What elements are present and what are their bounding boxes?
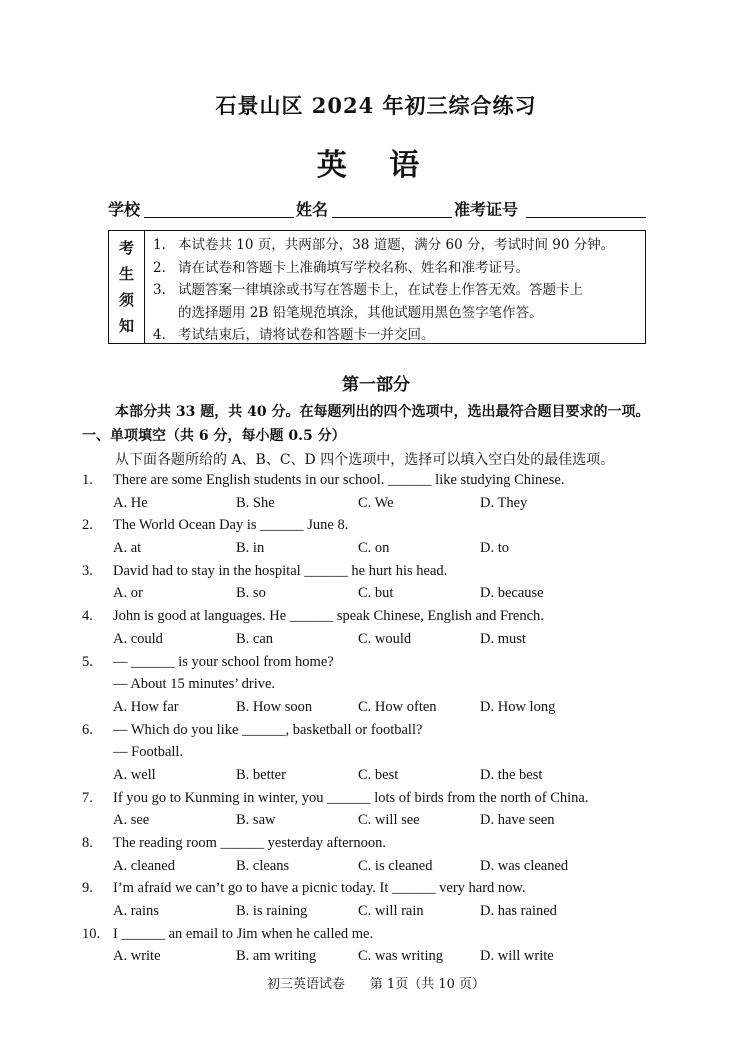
- question-stem-line: [82, 719, 682, 742]
- option-c: C. will rain: [358, 903, 424, 920]
- option-a: A. see: [113, 812, 150, 829]
- notice-item-number: 1.: [153, 237, 166, 253]
- question-text: — About 15 minutes’ drive.: [113, 676, 276, 693]
- options-row: [82, 900, 682, 923]
- notice-item-number: 3.: [153, 282, 166, 298]
- question-number: 1.: [82, 472, 93, 488]
- notice-item-text: 请在试卷和答题卡上准确填写学校名称、姓名和准考证号。: [178, 259, 529, 276]
- question-text: The World Ocean Day is ______ June 8.: [113, 517, 349, 534]
- question-text: The reading room ______ yesterday afternoon.: [113, 835, 386, 851]
- question-stem-line: [82, 832, 682, 855]
- option-c: C. How often: [358, 698, 437, 715]
- options-row: [82, 492, 682, 515]
- question-text: David had to stay in the hospital ______ he hurt his head.: [113, 562, 448, 579]
- page-footer: [0, 973, 752, 992]
- name-label: 姓名: [296, 200, 329, 219]
- option-b: B. can: [236, 630, 274, 647]
- option-c: C. is cleaned: [358, 857, 433, 874]
- footer-page-number: 第 1页（共 10 页）: [369, 977, 486, 992]
- option-c: C. will see: [358, 812, 420, 829]
- question-stem-line: [82, 651, 682, 674]
- option-b: B. so: [236, 585, 266, 602]
- notice-item-text: 试题答案一律填涂或书写在答题卡上，在试卷上作答无效。答题卡上: [178, 282, 583, 298]
- section-title: 一、单项填空（共 6 分，每小题 0.5 分）: [82, 428, 346, 444]
- option-d: D. have seen: [480, 812, 555, 829]
- question-number: 2.: [82, 517, 93, 534]
- option-d: D. must: [480, 630, 526, 647]
- question-item: [82, 832, 682, 877]
- section-instruction: 从下面各题所给的 A、B、C、D 四个选项中，选择可以填入空白处的最佳选项。: [115, 452, 615, 468]
- student-info-row: [108, 197, 648, 221]
- notice-item: [153, 279, 643, 324]
- options-row: [82, 628, 682, 651]
- part-title: 第一部分: [342, 375, 410, 395]
- notice-items: [153, 234, 643, 347]
- question-number: 6.: [82, 721, 93, 738]
- footer-title: 初三英语试卷: [266, 977, 345, 992]
- option-b: B. is raining: [236, 903, 308, 920]
- question-item: [82, 605, 682, 650]
- notice-item-number: 4.: [153, 327, 166, 343]
- school-label: 学校: [108, 200, 141, 219]
- notice-label-char: 生: [118, 265, 134, 283]
- notice-item-text: 考试结束后，请将试卷和答题卡一并交回。: [178, 327, 435, 343]
- question-number: 9.: [82, 880, 93, 897]
- option-c: C. but: [358, 585, 394, 602]
- option-b: B. better: [236, 766, 286, 783]
- notice-label: [109, 231, 145, 343]
- options-row: [82, 809, 682, 832]
- question-number: 10.: [82, 925, 101, 942]
- notice-item-number: 2.: [153, 259, 166, 276]
- option-b: B. in: [236, 540, 265, 557]
- option-b: B. saw: [236, 812, 276, 829]
- question-number: 7.: [82, 789, 93, 806]
- option-a: A. write: [113, 948, 161, 965]
- question-text: — Football.: [113, 744, 184, 761]
- option-a: A. cleaned: [113, 857, 175, 874]
- question-item: [82, 560, 682, 605]
- option-b: B. cleans: [236, 857, 290, 874]
- option-d: D. because: [480, 585, 544, 602]
- question-stem-line: [82, 923, 682, 946]
- option-d: D. has rained: [480, 903, 557, 920]
- option-d: D. to: [480, 540, 509, 557]
- option-c: C. We: [358, 494, 394, 511]
- option-c: C. on: [358, 540, 390, 557]
- question-text: There are some English students in our school. ______ like studying Chinese.: [113, 472, 565, 488]
- option-c: C. best: [358, 766, 399, 783]
- notice-label-char: 考: [118, 239, 134, 257]
- part-description: 本部分共 33 题，共 40 分。在每题列出的四个选项中，选出最符合题目要求的一项。: [115, 404, 650, 420]
- subject-title: 英 语: [316, 148, 436, 183]
- option-a: A. or: [113, 585, 143, 602]
- option-a: A. well: [113, 766, 156, 783]
- question-number: 4.: [82, 608, 93, 625]
- option-a: A. How far: [113, 698, 179, 715]
- notice-label-char: 须: [118, 291, 134, 309]
- name-blank: [332, 217, 452, 218]
- question-text: — ______ is your school from home?: [113, 653, 334, 670]
- question-stem-line: [82, 673, 682, 696]
- question-item: [82, 651, 682, 719]
- question-number: 8.: [82, 835, 93, 851]
- option-c: C. would: [358, 630, 412, 647]
- question-text: John is good at languages. He ______ speak Chinese, English and French.: [113, 608, 544, 625]
- notice-item: [153, 257, 643, 280]
- school-blank: [144, 217, 294, 218]
- option-a: A. rains: [113, 903, 159, 920]
- option-a: A. at: [113, 540, 142, 557]
- option-d: D. They: [480, 494, 528, 511]
- option-b: B. am writing: [236, 948, 317, 965]
- question-stem-line: [82, 514, 682, 537]
- question-item: [82, 787, 682, 832]
- question-stem-line: [82, 741, 682, 764]
- option-b: B. How soon: [236, 698, 313, 715]
- question-item: [82, 923, 682, 968]
- question-stem-line: [82, 605, 682, 628]
- question-item: [82, 469, 682, 514]
- options-row: [82, 945, 682, 968]
- notice-item: [153, 234, 643, 257]
- option-d: D. the best: [480, 766, 543, 783]
- question-text: I’m afraid we can’t go to have a picnic today. It ______ very hard now.: [113, 880, 526, 897]
- question-number: 3.: [82, 562, 93, 579]
- question-stem-line: [82, 469, 682, 492]
- question-list: [82, 469, 682, 968]
- question-stem-line: [82, 877, 682, 900]
- question-text: — Which do you like ______, basketball or football?: [113, 721, 423, 738]
- option-b: B. She: [236, 494, 275, 511]
- option-c: C. was writing: [358, 948, 443, 965]
- option-d: D. will write: [480, 948, 554, 965]
- exam-id-blank: [526, 217, 646, 218]
- options-row: [82, 764, 682, 787]
- notice-item-text: 本试卷共 10 页，共两部分，38 道题，满分 60 分，考试时间 90 分钟。: [178, 237, 615, 253]
- option-a: A. could: [113, 630, 163, 647]
- options-row: [82, 855, 682, 878]
- options-row: [82, 582, 682, 605]
- question-text: If you go to Kunming in winter, you ______ lots of birds from the north of China.: [113, 789, 589, 806]
- question-stem-line: [82, 787, 682, 810]
- exam-notice-box: [108, 230, 646, 344]
- question-text: I ______ an email to Jim when he called me.: [113, 925, 374, 942]
- exam-id-label: 准考证号: [454, 200, 519, 219]
- option-d: D. How long: [480, 698, 556, 715]
- option-a: A. He: [113, 494, 148, 511]
- notice-label-char: 知: [118, 317, 134, 335]
- options-row: [82, 537, 682, 560]
- notice-item: [153, 324, 643, 347]
- options-row: [82, 696, 682, 719]
- question-item: [82, 514, 682, 559]
- option-d: D. was cleaned: [480, 857, 569, 874]
- question-item: [82, 877, 682, 922]
- notice-item-text: 的选择题用 2B 铅笔规范填涂，其他试题用黑色签字笔作答。: [178, 304, 543, 321]
- exam-title: 石景山区 2024 年初三综合练习: [215, 93, 537, 118]
- question-number: 5.: [82, 653, 93, 670]
- question-item: [82, 719, 682, 787]
- question-stem-line: [82, 560, 682, 583]
